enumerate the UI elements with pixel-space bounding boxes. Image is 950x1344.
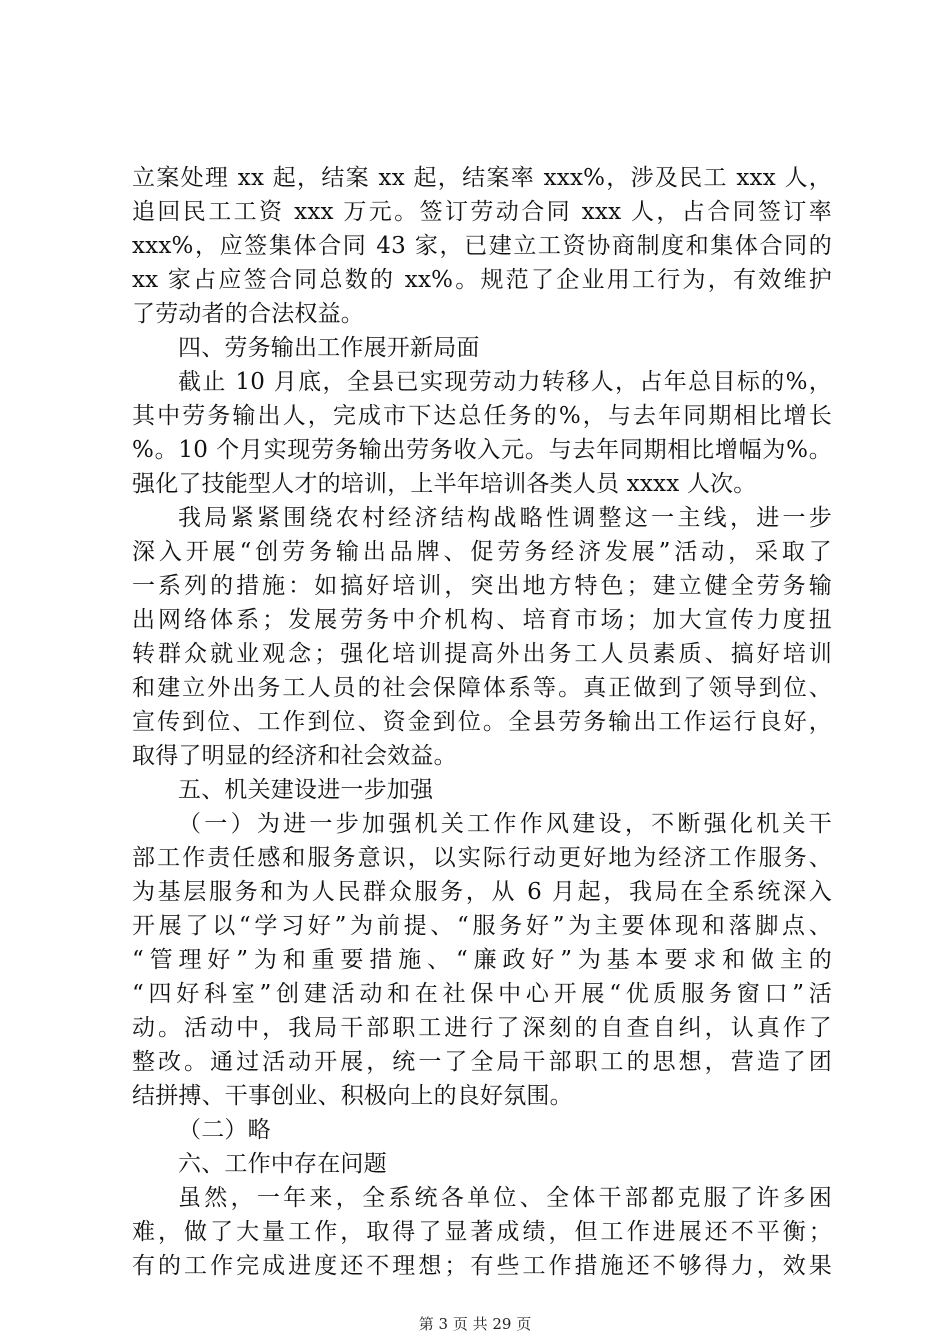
body-text-line: 取得了明显的经济和社会效益。 bbox=[132, 743, 457, 769]
body-text-line: xxx%，应签集体合同 43 家，已建立工资协商制度和集体合同的 bbox=[132, 233, 832, 259]
body-text-line: 整改。通过活动开展，统一了全局干部职工的思想，营造了团 bbox=[132, 1049, 832, 1075]
body-text-line: 立案处理 xx 起，结案 xx 起，结案率 xxx%，涉及民工 xxx 人， bbox=[132, 165, 832, 191]
section-heading: 六、工作中存在问题 bbox=[178, 1151, 387, 1177]
body-text-line: 强化了技能型人才的培训，上半年培训各类人员 xxxx 人次。 bbox=[132, 471, 757, 497]
body-text-line: 部工作责任感和服务意识，以实际行动更好地为经济工作服务、 bbox=[132, 845, 832, 871]
body-text-line: 其中劳务输出人，完成市下达总任务的%，与去年同期相比增长 bbox=[132, 403, 832, 429]
body-text-line: 我局紧紧围绕农村经济结构战略性调整这一主线，进一步 bbox=[178, 505, 832, 531]
body-text-line: 截止 10 月底，全县已实现劳动力转移人，占年总目标的%， bbox=[178, 369, 832, 395]
body-text-line: xx 家占应签合同总数的 xx%。规范了企业用工行为，有效维护 bbox=[132, 267, 832, 293]
body-text-line: 出网络体系；发展劳务中介机构、培育市场；加大宣传力度扭 bbox=[132, 607, 832, 633]
body-text-line: 宣传到位、工作到位、资金到位。全县劳务输出工作运行良好， bbox=[132, 709, 832, 735]
page-number: 第 3 页 共 29 页 bbox=[418, 1315, 532, 1333]
body-text-line: 开展了以“学习好”为前提、“服务好”为主要体现和落脚点、 bbox=[132, 913, 832, 939]
body-text-line: 为基层服务和为人民群众服务，从 6 月起，我局在全系统深入 bbox=[132, 879, 832, 905]
body-text-line: 难，做了大量工作，取得了显著成绩，但工作进展还不平衡； bbox=[132, 1219, 832, 1245]
body-text-line: （一）为进一步加强机关工作作风建设，不断强化机关干 bbox=[178, 811, 832, 837]
body-text-line: “管理好”为和重要措施、“廉政好”为基本要求和做主的 bbox=[132, 947, 832, 973]
body-text-line: 有的工作完成进度还不理想；有些工作措施还不够得力，效果 bbox=[132, 1253, 832, 1279]
subsection-heading: （二）略 bbox=[178, 1117, 271, 1143]
section-heading: 四、劳务输出工作展开新局面 bbox=[178, 335, 480, 361]
body-text-line: “四好科室”创建活动和在社保中心开展“优质服务窗口”活 bbox=[132, 981, 832, 1007]
body-text-line: 一系列的措施：如搞好培训，突出地方特色；建立健全劳务输 bbox=[132, 573, 832, 599]
body-text-line: 动。活动中，我局干部职工进行了深刻的自查自纠，认真作了 bbox=[132, 1015, 832, 1041]
body-text-line: 转群众就业观念；强化培训提高外出务工人员素质、搞好培训 bbox=[132, 641, 832, 667]
body-text-line: 追回民工工资 xxx 万元。签订劳动合同 xxx 人，占合同签订率 bbox=[132, 199, 832, 225]
body-text-line: 虽然，一年来，全系统各单位、全体干部都克服了许多困 bbox=[178, 1185, 832, 1211]
body-text-line: 了劳动者的合法权益。 bbox=[132, 301, 364, 327]
body-text-line: 深入开展“创劳务输出品牌、促劳务经济发展”活动，采取了 bbox=[132, 539, 832, 565]
body-text-line: 和建立外出务工人员的社会保障体系等。真正做到了领导到位、 bbox=[132, 675, 832, 701]
section-heading: 五、机关建设进一步加强 bbox=[178, 777, 434, 803]
body-text-line: %。10 个月实现劳务输出劳务收入元。与去年同期相比增幅为%。 bbox=[132, 437, 832, 463]
body-text-line: 结拼搏、干事创业、积极向上的良好氛围。 bbox=[132, 1083, 573, 1109]
